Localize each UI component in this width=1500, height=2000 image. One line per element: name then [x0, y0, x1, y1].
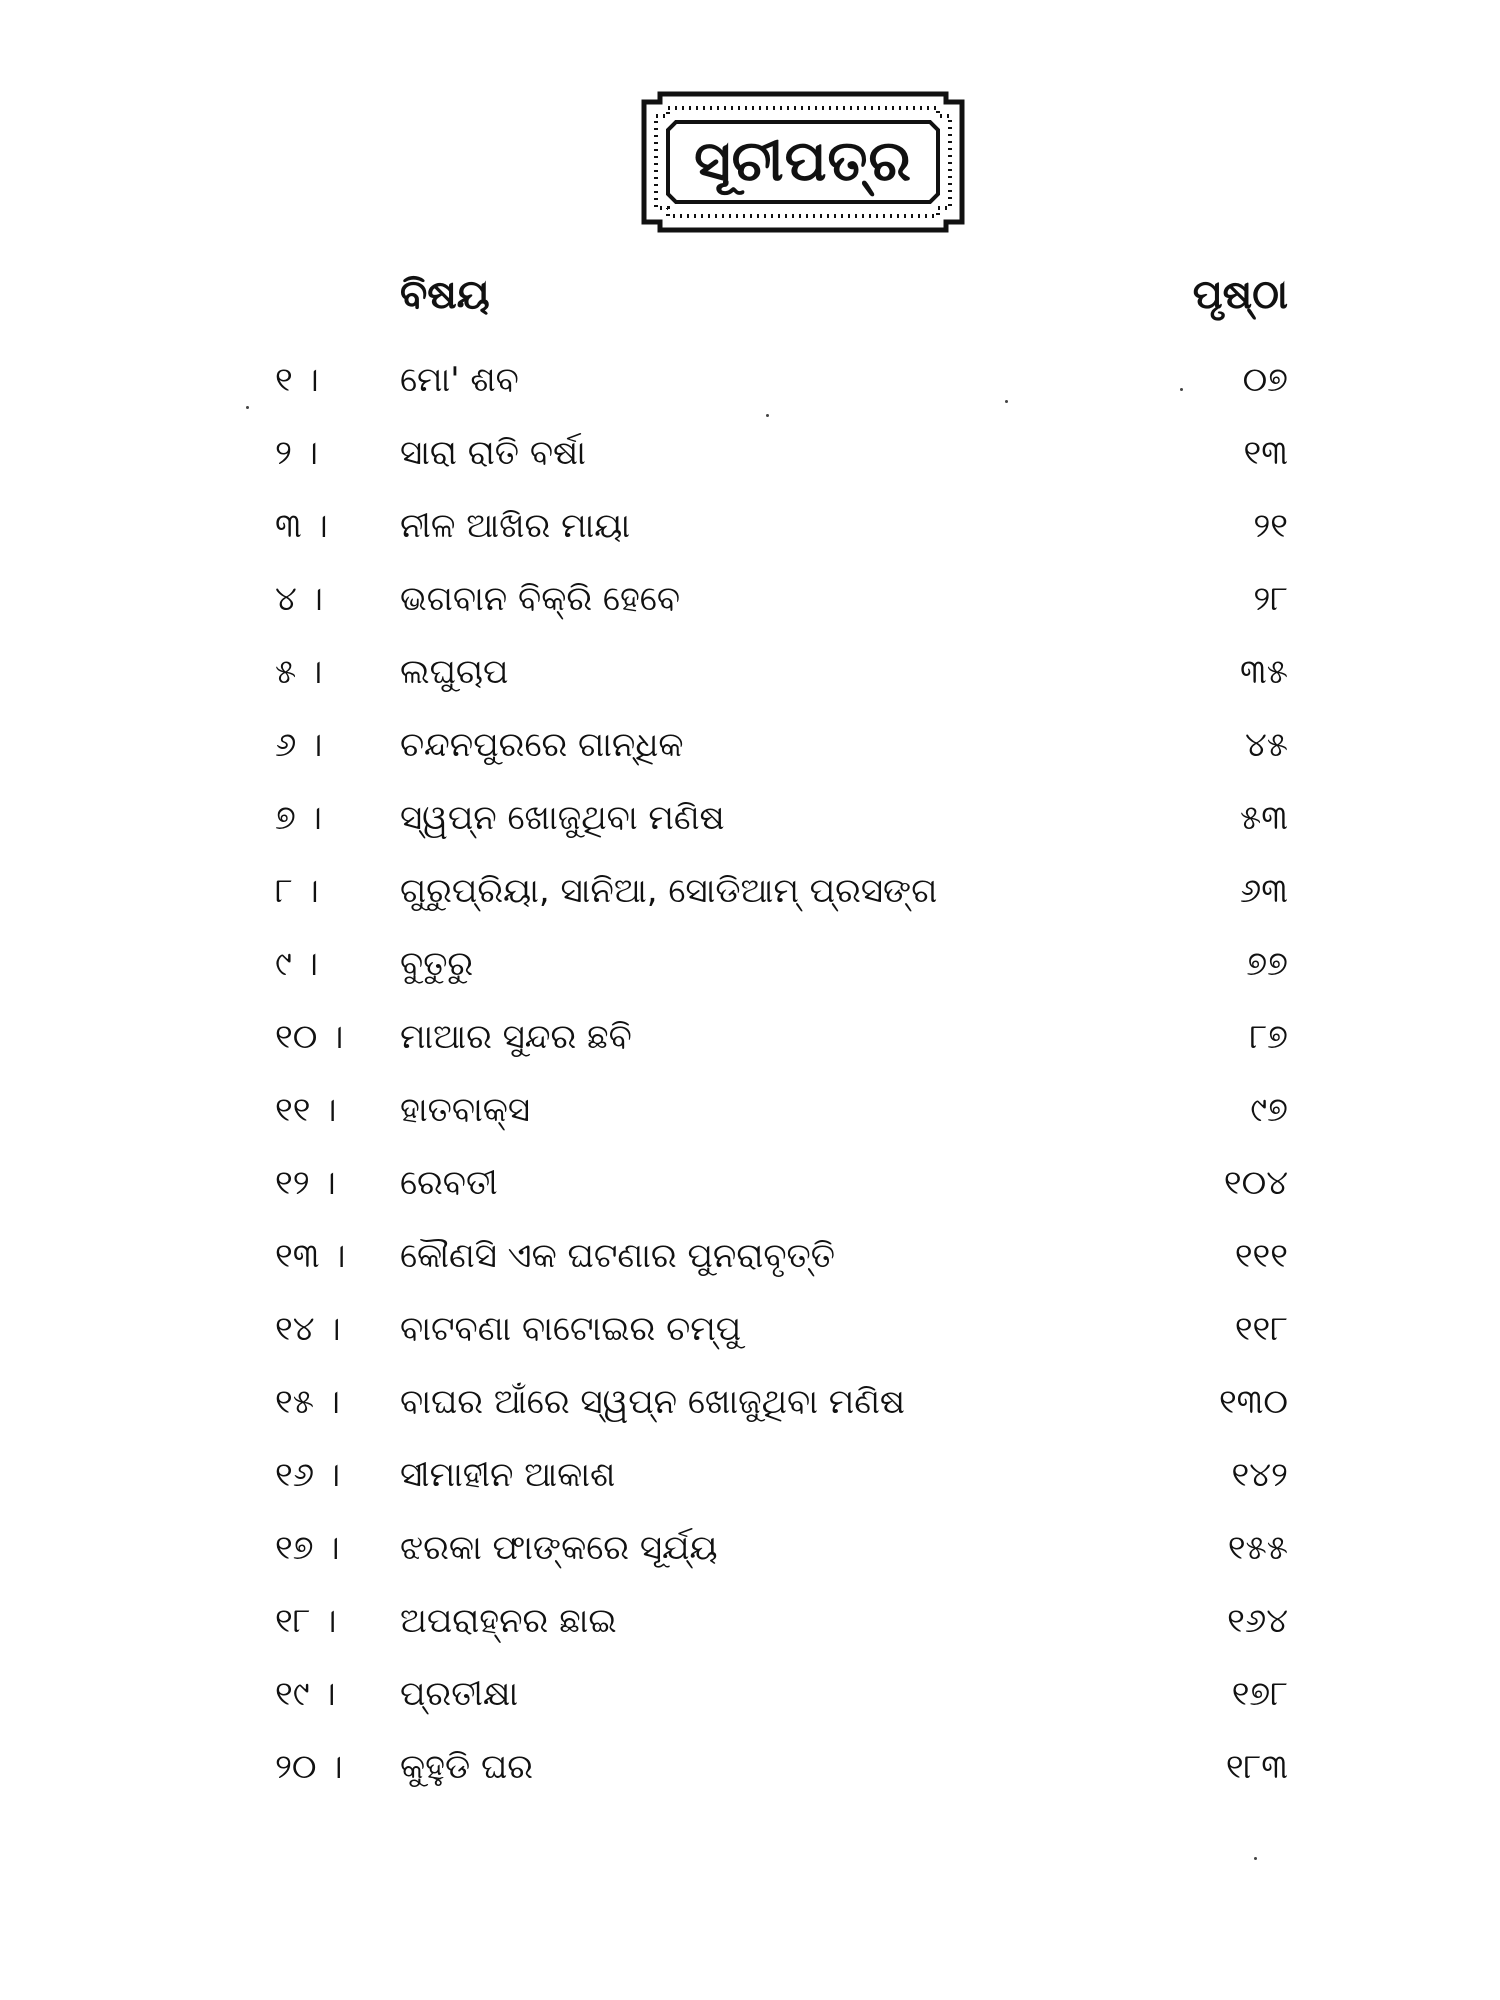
- entry-title: ନୀଳ ଆଖିର ମାୟା: [400, 506, 631, 546]
- page-title: ସୂଚୀପତ୍ର: [694, 129, 912, 194]
- entry-number: ୧୦ ।: [275, 1017, 344, 1057]
- entry-page-number: ୨୧: [1253, 506, 1288, 546]
- page-column-header: ପୃଷ୍ଠା: [1192, 272, 1288, 318]
- entry-title: ସ୍ୱପ୍ନ ଖୋଜୁଥିବା ମଣିଷ: [400, 798, 725, 838]
- toc-entry: [0, 798, 1500, 858]
- toc-entry: [0, 1309, 1500, 1369]
- entry-page-number: ୧୪୨: [1231, 1455, 1288, 1495]
- entry-page-number: ୧୧୧: [1234, 1236, 1288, 1276]
- entry-number: ୧୫ ।: [275, 1382, 341, 1422]
- entry-page-number: ୮୭: [1249, 1017, 1288, 1057]
- entry-number: ୧୧ ।: [275, 1090, 337, 1130]
- entry-page-number: ୫୩: [1240, 798, 1288, 838]
- entry-page-number: ୧୩୦: [1218, 1382, 1288, 1422]
- toc-entry: [0, 1236, 1500, 1296]
- entry-page-number: ୦୭: [1242, 360, 1288, 400]
- scan-speck: [766, 414, 769, 417]
- toc-entry: [0, 1674, 1500, 1734]
- toc-entry: [0, 433, 1500, 493]
- entry-number: ୪ ।: [275, 579, 323, 619]
- entry-page-number: ୩୫: [1240, 652, 1288, 692]
- entry-title: ଭଗବାନ ବିକ୍ରି ହେବେ: [400, 579, 681, 619]
- entry-number: ୧୩ ।: [275, 1236, 346, 1276]
- entry-page-number: ୧୦୪: [1223, 1163, 1288, 1203]
- entry-page-number: ୯୭: [1250, 1090, 1288, 1130]
- toc-entry: [0, 725, 1500, 785]
- entry-title: ଝରକା ଫାଙ୍କରେ ସୂର୍ଯ୍ୟ: [400, 1528, 718, 1568]
- subject-column-header: ବିଷୟ: [400, 272, 490, 318]
- scan-speck: [1180, 388, 1183, 391]
- toc-entry: [0, 1528, 1500, 1588]
- toc-entry: [0, 579, 1500, 639]
- toc-entry: [0, 1747, 1500, 1807]
- entry-page-number: ୭୭: [1246, 944, 1288, 984]
- entry-page-number: ୪୫: [1244, 725, 1288, 765]
- entry-title: ବୁତୁରୁ: [400, 944, 474, 984]
- entry-title: ରେବତୀ: [400, 1163, 498, 1203]
- entry-title: ମାଆର ସୁନ୍ଦର ଛବି: [400, 1017, 632, 1057]
- entry-page-number: ୧୫୫: [1227, 1528, 1288, 1568]
- entry-number: ୮ ।: [275, 871, 319, 911]
- entry-page-number: ୧୩: [1243, 433, 1288, 473]
- entry-title: କୁହୁଡି ଘର: [400, 1747, 534, 1787]
- entry-title: ବାଘର ଆଁରେ ସ୍ୱପ୍ନ ଖୋଜୁଥିବା ମଣିଷ: [400, 1382, 906, 1422]
- entry-page-number: ୨୮: [1253, 579, 1288, 619]
- entry-title: ଚନ୍ଦନପୁରରେ ଗାନ୍ଧିକ: [400, 725, 684, 765]
- scan-speck: [246, 406, 249, 409]
- entry-number: ୯ ।: [275, 944, 319, 984]
- title-plaque: [638, 88, 968, 236]
- entry-number: ୧୮ ।: [275, 1601, 337, 1641]
- entry-number: ୨୦ ।: [275, 1747, 343, 1787]
- entry-title: ମୋ' ଶବ: [400, 360, 519, 400]
- toc-entry: [0, 871, 1500, 931]
- entry-title: ସାରା ରାତି ବର୍ଷା: [400, 433, 586, 473]
- entry-title: ହାତବାକ୍ସ: [400, 1090, 531, 1130]
- toc-entry: [0, 506, 1500, 566]
- entry-number: ୧ ।: [275, 360, 319, 400]
- toc-entry: [0, 1163, 1500, 1223]
- entry-number: ୨ ।: [275, 433, 319, 473]
- entry-page-number: ୧୧୮: [1234, 1309, 1288, 1349]
- toc-entry: [0, 652, 1500, 712]
- entry-number: ୭ ।: [275, 798, 322, 838]
- entry-title: ଗୁରୁପ୍ରିୟା, ସାନିଆ, ସୋଡିଆମ୍ ପ୍ରସଙ୍ଗ: [400, 871, 938, 911]
- entry-title: ଲଘୁଚାପ: [400, 652, 509, 692]
- toc-entry: [0, 944, 1500, 1004]
- entry-page-number: ୧୬୪: [1227, 1601, 1288, 1641]
- entry-number: ୩ ।: [275, 506, 328, 546]
- entry-number: ୧୪ ।: [275, 1309, 341, 1349]
- entry-title: କୌଣସି ଏକ ଘଟଣାର ପୁନରାବୃତ୍ତି: [400, 1236, 836, 1276]
- entry-number: ୧୯ ।: [275, 1674, 336, 1714]
- toc-entry: [0, 1090, 1500, 1150]
- entry-number: ୧୬ ।: [275, 1455, 341, 1495]
- scan-speck: [1005, 400, 1008, 403]
- entry-page-number: ୧୮୩: [1225, 1747, 1288, 1787]
- entry-title: ପ୍ରତୀକ୍ଷା: [400, 1674, 519, 1714]
- toc-entry: [0, 1017, 1500, 1077]
- scan-speck: [1254, 1857, 1257, 1860]
- entry-number: ୧୨ ।: [275, 1163, 336, 1203]
- toc-entry: [0, 1382, 1500, 1442]
- toc-entry: [0, 1455, 1500, 1515]
- entry-title: ସୀମାହୀନ ଆକାଶ: [400, 1455, 616, 1495]
- entry-number: ୬ ।: [275, 725, 323, 765]
- toc-entry: [0, 1601, 1500, 1661]
- entry-page-number: ୧୭୮: [1231, 1674, 1288, 1714]
- entry-page-number: ୬୩: [1239, 871, 1288, 911]
- toc-entry: [0, 360, 1500, 420]
- entry-number: ୫ ।: [275, 652, 323, 692]
- entry-title: ବାଟବଣା ବାଟୋଇର ଚମ୍ପୁ: [400, 1309, 742, 1349]
- entry-title: ଅପରାହ୍ନର ଛାଇ: [400, 1601, 617, 1641]
- entry-number: ୧୭ ।: [275, 1528, 340, 1568]
